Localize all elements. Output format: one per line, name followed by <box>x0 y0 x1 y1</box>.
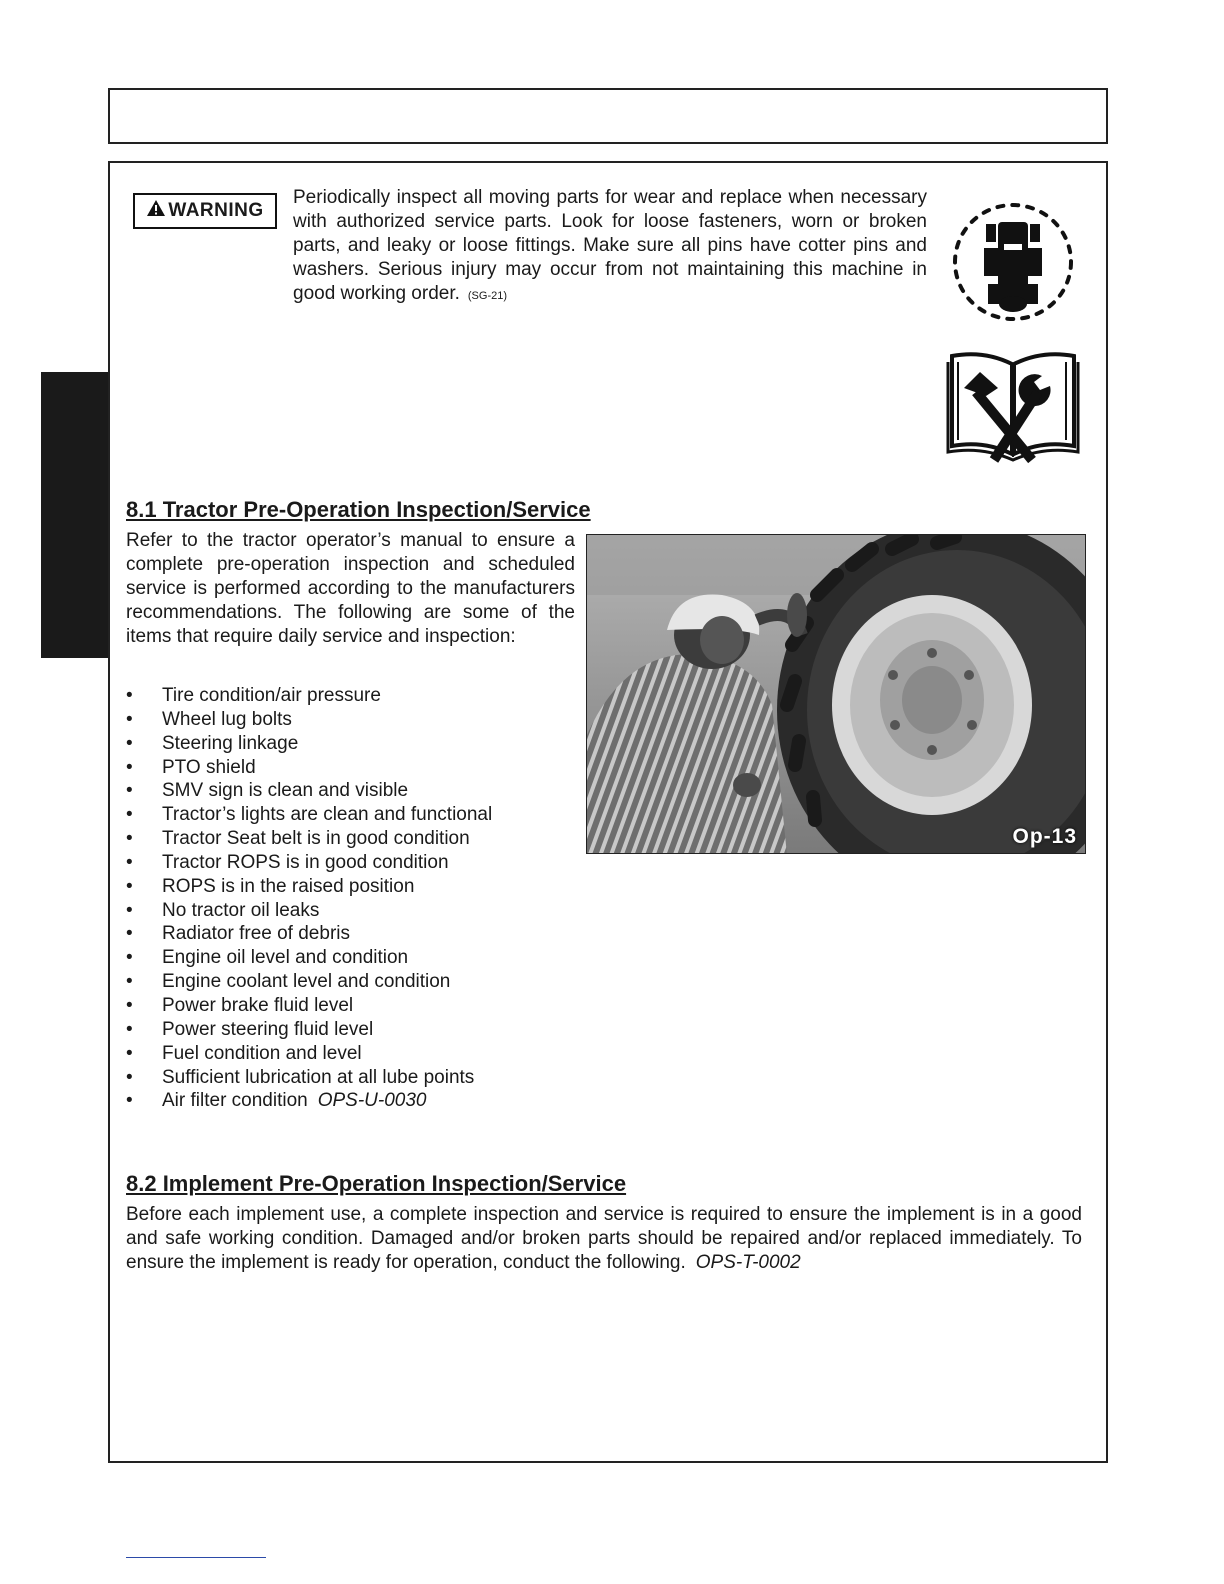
list-item: • Steering linkage <box>126 732 492 756</box>
list-item: • Tractor’s lights are clean and functional <box>126 803 492 827</box>
section-heading-8-2: 8.2 Implement Pre-Operation Inspection/Service <box>126 1171 627 1196</box>
section-8-2-text <box>126 1203 1082 1275</box>
list-item: • Engine coolant level and condition <box>126 970 492 994</box>
warning-body: Periodically inspect all moving parts for wear and replace when necessary with authorized service parts. Look for loose fasteners, worn or broken parts, and leaky or loose fittings. Make sure all pins have cotter pins and washers. Serious injury may occur from not maintaining this machine in good working order. <box>293 187 927 304</box>
warning-triangle-icon <box>146 199 166 223</box>
warning-code: (SG-21) <box>467 290 508 302</box>
section-8-2-body: Before each implement use, a complete inspection and service is required to ensure the implement is in a good and safe working condition. Damaged and/or broken parts should be repaired and/or replaced immediately. To ensure the implement is ready for operation, conduct the following. <box>126 1204 1082 1273</box>
list-item: • SMV sign is clean and visible <box>126 779 492 803</box>
list-item: • No tractor oil leaks <box>126 899 492 923</box>
list-item: • Tractor ROPS is in good condition <box>126 851 492 875</box>
tire-inspection-photo <box>586 534 1086 854</box>
section-8-1-intro: Refer to the tractor operator’s manual to ensure a complete pre-operation inspection and scheduled service is performed according to the manufacturers recommendations. The following are some of the items that require daily service and inspection: <box>126 530 575 647</box>
list-item: • Wheel lug bolts <box>126 708 492 732</box>
list-item: • Fuel condition and level <box>126 1042 492 1066</box>
warning-badge <box>133 193 277 229</box>
manual-tools-icon <box>946 348 1080 466</box>
list-item: • Radiator free of debris <box>126 922 492 946</box>
section-heading-8-1: 8.1 Tractor Pre-Operation Inspection/Service <box>126 497 591 522</box>
list-item: • Power brake fluid level <box>126 994 492 1018</box>
tractor-inspection-icon <box>948 200 1078 325</box>
list-item-text: Air filter condition <box>162 1090 308 1112</box>
photo-label: Op-13 <box>1012 825 1077 848</box>
list-item: • Power steering fluid level <box>126 1018 492 1042</box>
reference-code: OPS-T-0002 <box>695 1252 801 1273</box>
warning-text <box>293 186 927 308</box>
list-item: • ROPS is in the raised position <box>126 875 492 899</box>
warning-badge-label: WARNING <box>168 200 264 221</box>
list-item: • PTO shield <box>126 756 492 780</box>
daily-inspection-checklist <box>126 684 492 1113</box>
list-item: • Engine oil level and condition <box>126 946 492 970</box>
header-box <box>108 88 1108 144</box>
section-side-tab <box>41 372 108 658</box>
list-item: • Sufficient lubrication at all lube points <box>126 1066 492 1090</box>
footer-rule <box>126 1557 266 1558</box>
list-item-last <box>126 1089 492 1113</box>
list-item: • Tire condition/air pressure <box>126 684 492 708</box>
reference-code: OPS-U-0030 <box>317 1090 427 1112</box>
list-item: • Tractor Seat belt is in good condition <box>126 827 492 851</box>
